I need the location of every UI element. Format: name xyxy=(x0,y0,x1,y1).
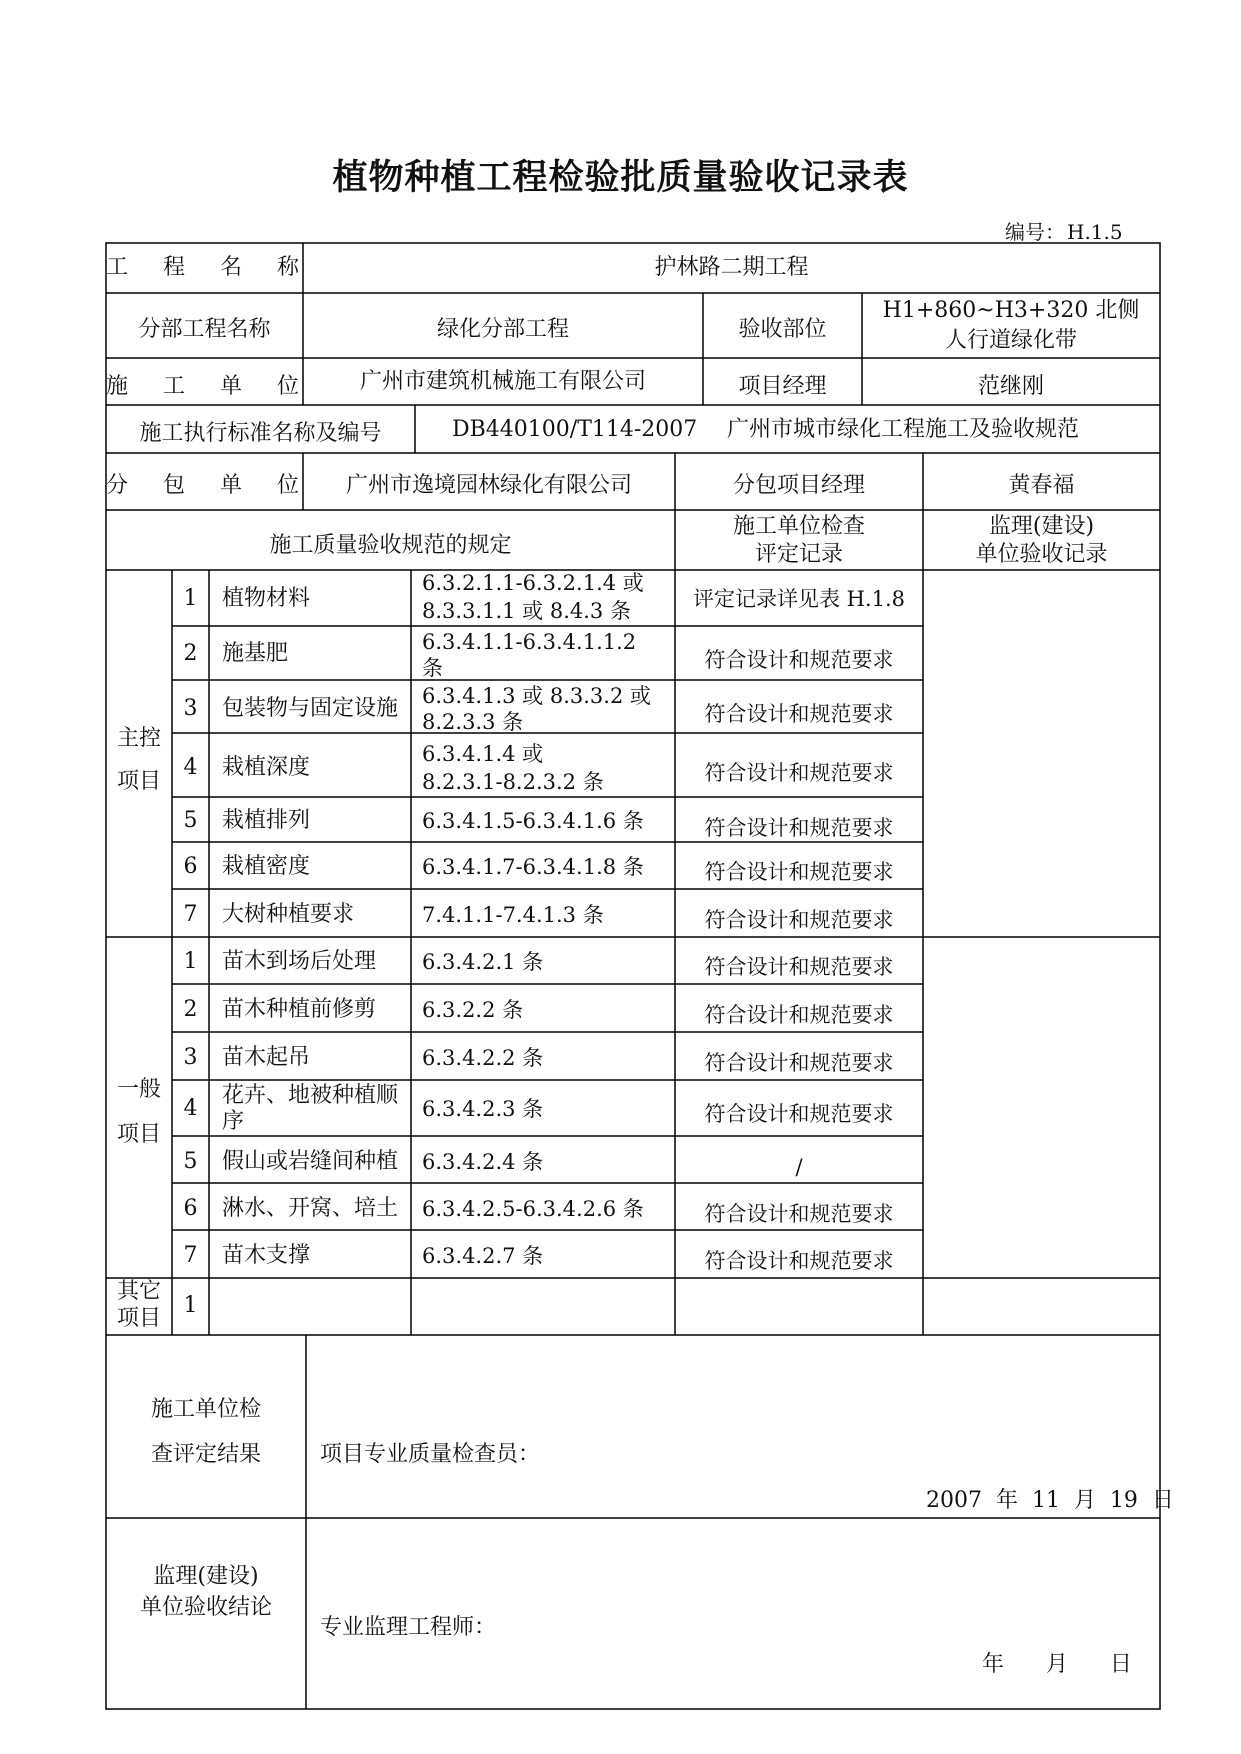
main-row-3-clause-line2: 8.2.3.3 条 xyxy=(422,710,524,734)
sub-project-value: 绿化分部工程 xyxy=(436,317,569,342)
general-row-4-result: 符合设计和规范要求 xyxy=(704,1102,894,1126)
main-row-3-result: 符合设计和规范要求 xyxy=(704,702,894,726)
general-row-2-result: 符合设计和规范要求 xyxy=(704,1003,894,1027)
subcontractor-value: 广州市逸境园林绿化有限公司 xyxy=(345,473,632,498)
general-row-7-item: 苗木支撑 xyxy=(222,1243,311,1268)
main-row-4-result: 符合设计和规范要求 xyxy=(704,761,894,785)
other-row-1-no: 1 xyxy=(183,1293,198,1318)
main-row-3-item: 包装物与固定设施 xyxy=(222,696,399,721)
standard-code: DB440100/T114-2007 xyxy=(452,417,698,442)
form-code-value: H.1.5 xyxy=(1067,220,1123,244)
main-group-label-line2: 项目 xyxy=(116,769,161,794)
general-row-5-result: / xyxy=(795,1155,803,1179)
main-row-4-clause-line1: 6.3.4.1.4 或 xyxy=(422,742,544,766)
general-row-4-item-line2: 序 xyxy=(222,1109,245,1134)
general-row-5-item: 假山或岩缝间种植 xyxy=(222,1149,399,1174)
general-row-1-result: 符合设计和规范要求 xyxy=(704,955,894,979)
main-row-7-clause: 7.4.1.1-7.4.1.3 条 xyxy=(422,903,604,927)
other-group-label-line2: 项目 xyxy=(116,1306,161,1331)
main-row-1-result: 评定记录详见表 H.1.8 xyxy=(692,587,906,611)
general-row-5-no: 5 xyxy=(183,1149,198,1174)
acceptance-part-line2: 人行道绿化带 xyxy=(944,328,1077,353)
main-row-6-result: 符合设计和规范要求 xyxy=(704,860,894,884)
general-row-6-clause: 6.3.4.2.5-6.3.4.2.6 条 xyxy=(422,1197,644,1221)
general-row-6-no: 6 xyxy=(183,1196,198,1221)
general-row-1-clause: 6.3.4.2.1 条 xyxy=(422,950,544,974)
main-row-1-item: 植物材料 xyxy=(222,586,311,611)
general-row-5-clause: 6.3.4.2.4 条 xyxy=(422,1150,544,1174)
general-row-7-result: 符合设计和规范要求 xyxy=(704,1249,894,1273)
main-row-3-clause-line1: 6.3.4.1.3 或 8.3.3.2 或 xyxy=(422,684,652,708)
sub-pm-value: 黄春福 xyxy=(1008,473,1075,498)
main-row-6-clause: 6.3.4.1.7-6.3.4.1.8 条 xyxy=(422,855,644,879)
main-row-5-no: 5 xyxy=(183,808,198,833)
project-manager-label: 项目经理 xyxy=(738,374,827,399)
project-name-value: 护林路二期工程 xyxy=(654,255,809,280)
supervisor-result-date: 年 月 日 xyxy=(982,1652,1132,1677)
general-row-1-item: 苗木到场后处理 xyxy=(222,949,377,974)
main-row-2-clause-line1: 6.3.4.1.1-6.3.4.1.1.2 xyxy=(422,630,637,654)
main-row-5-result: 符合设计和规范要求 xyxy=(704,816,894,840)
supervisor-result-label-line2: 单位验收结论 xyxy=(139,1595,272,1620)
general-row-4-item-line1: 花卉、地被种植顺 xyxy=(222,1083,399,1108)
main-row-5-clause: 6.3.4.1.5-6.3.4.1.6 条 xyxy=(422,809,644,833)
contractor-result-label-line1: 施工单位检 xyxy=(150,1397,261,1422)
contractor-label: 施 工 单 位 xyxy=(106,374,313,399)
main-row-2-no: 2 xyxy=(183,641,198,666)
general-row-2-no: 2 xyxy=(183,997,198,1022)
general-group-label-line2: 项目 xyxy=(116,1122,161,1147)
check-column-header-line2: 评定记录 xyxy=(754,542,843,567)
general-row-2-clause: 6.3.2.2 条 xyxy=(422,998,524,1022)
main-row-1-no: 1 xyxy=(183,586,198,611)
general-row-3-clause: 6.3.4.2.2 条 xyxy=(422,1046,544,1070)
subcontractor-label: 分 包 单 位 xyxy=(106,473,313,498)
main-row-7-no: 7 xyxy=(183,902,198,927)
main-row-3-no: 3 xyxy=(183,696,198,721)
general-row-4-clause: 6.3.4.2.3 条 xyxy=(422,1097,544,1121)
spec-column-header: 施工质量验收规范的规定 xyxy=(269,533,512,558)
main-row-2-clause-line2: 条 xyxy=(422,656,443,680)
document-title: 植物种植工程检验批质量验收记录表 xyxy=(332,158,909,198)
main-row-7-item: 大树种植要求 xyxy=(222,902,355,927)
standard-name: 广州市城市绿化工程施工及验收规范 xyxy=(727,417,1080,442)
sub-project-label: 分部工程名称 xyxy=(138,317,271,342)
general-row-7-clause: 6.3.4.2.7 条 xyxy=(422,1244,544,1268)
main-row-4-no: 4 xyxy=(183,755,198,780)
acceptance-part-line1: H1+860~H3+320 北侧 xyxy=(882,298,1140,323)
main-row-2-result: 符合设计和规范要求 xyxy=(704,648,894,672)
general-row-3-no: 3 xyxy=(183,1045,198,1070)
main-row-6-no: 6 xyxy=(183,854,198,879)
main-row-6-item: 栽植密度 xyxy=(222,854,311,879)
main-row-1-clause-line1: 6.3.2.1.1-6.3.2.1.4 或 xyxy=(422,571,644,595)
quality-inspector-label: 项目专业质量检查员： xyxy=(320,1442,541,1467)
main-row-1-clause-line2: 8.3.3.1.1 或 8.4.3 条 xyxy=(422,599,631,623)
acceptance-part-label: 验收部位 xyxy=(738,317,827,342)
project-manager-value: 范继刚 xyxy=(977,374,1044,399)
project-name-label: 工 程 名 称 xyxy=(106,255,313,280)
main-row-7-result: 符合设计和规范要求 xyxy=(704,908,894,932)
contractor-value: 广州市建筑机械施工有限公司 xyxy=(359,369,646,394)
general-row-2-item: 苗木种植前修剪 xyxy=(222,997,377,1022)
general-row-6-item: 淋水、开窝、培土 xyxy=(222,1196,399,1221)
main-row-4-item: 栽植深度 xyxy=(222,755,311,780)
supervisor-result-label-line1: 监理(建设) xyxy=(153,1564,259,1589)
main-row-4-clause-line2: 8.2.3.1-8.2.3.2 条 xyxy=(422,770,604,794)
main-row-5-item: 栽植排列 xyxy=(222,808,311,833)
general-group-label-line1: 一般 xyxy=(116,1077,161,1102)
supervise-column-header-line2: 单位验收记录 xyxy=(975,542,1108,567)
other-group-label-line1: 其它 xyxy=(116,1279,161,1304)
contractor-result-date: 2007 年 11 月 19 日 xyxy=(926,1488,1174,1513)
supervising-engineer-label: 专业监理工程师： xyxy=(320,1615,497,1640)
general-row-7-no: 7 xyxy=(183,1243,198,1268)
general-row-4-no: 4 xyxy=(183,1096,198,1121)
main-row-2-item: 施基肥 xyxy=(222,641,289,666)
form-code-label: 编号： xyxy=(1005,220,1065,244)
sub-pm-label: 分包项目经理 xyxy=(732,473,865,498)
general-row-3-result: 符合设计和规范要求 xyxy=(704,1051,894,1075)
check-column-header-line1: 施工单位检查 xyxy=(732,514,865,539)
contractor-result-label-line2: 查评定结果 xyxy=(150,1442,261,1467)
main-group-label-line1: 主控 xyxy=(116,726,161,751)
general-row-3-item: 苗木起吊 xyxy=(222,1045,311,1070)
standard-label: 施工执行标准名称及编号 xyxy=(139,421,382,446)
general-row-1-no: 1 xyxy=(183,949,198,974)
general-row-6-result: 符合设计和规范要求 xyxy=(704,1202,894,1226)
supervise-column-header-line1: 监理(建设) xyxy=(988,514,1095,539)
